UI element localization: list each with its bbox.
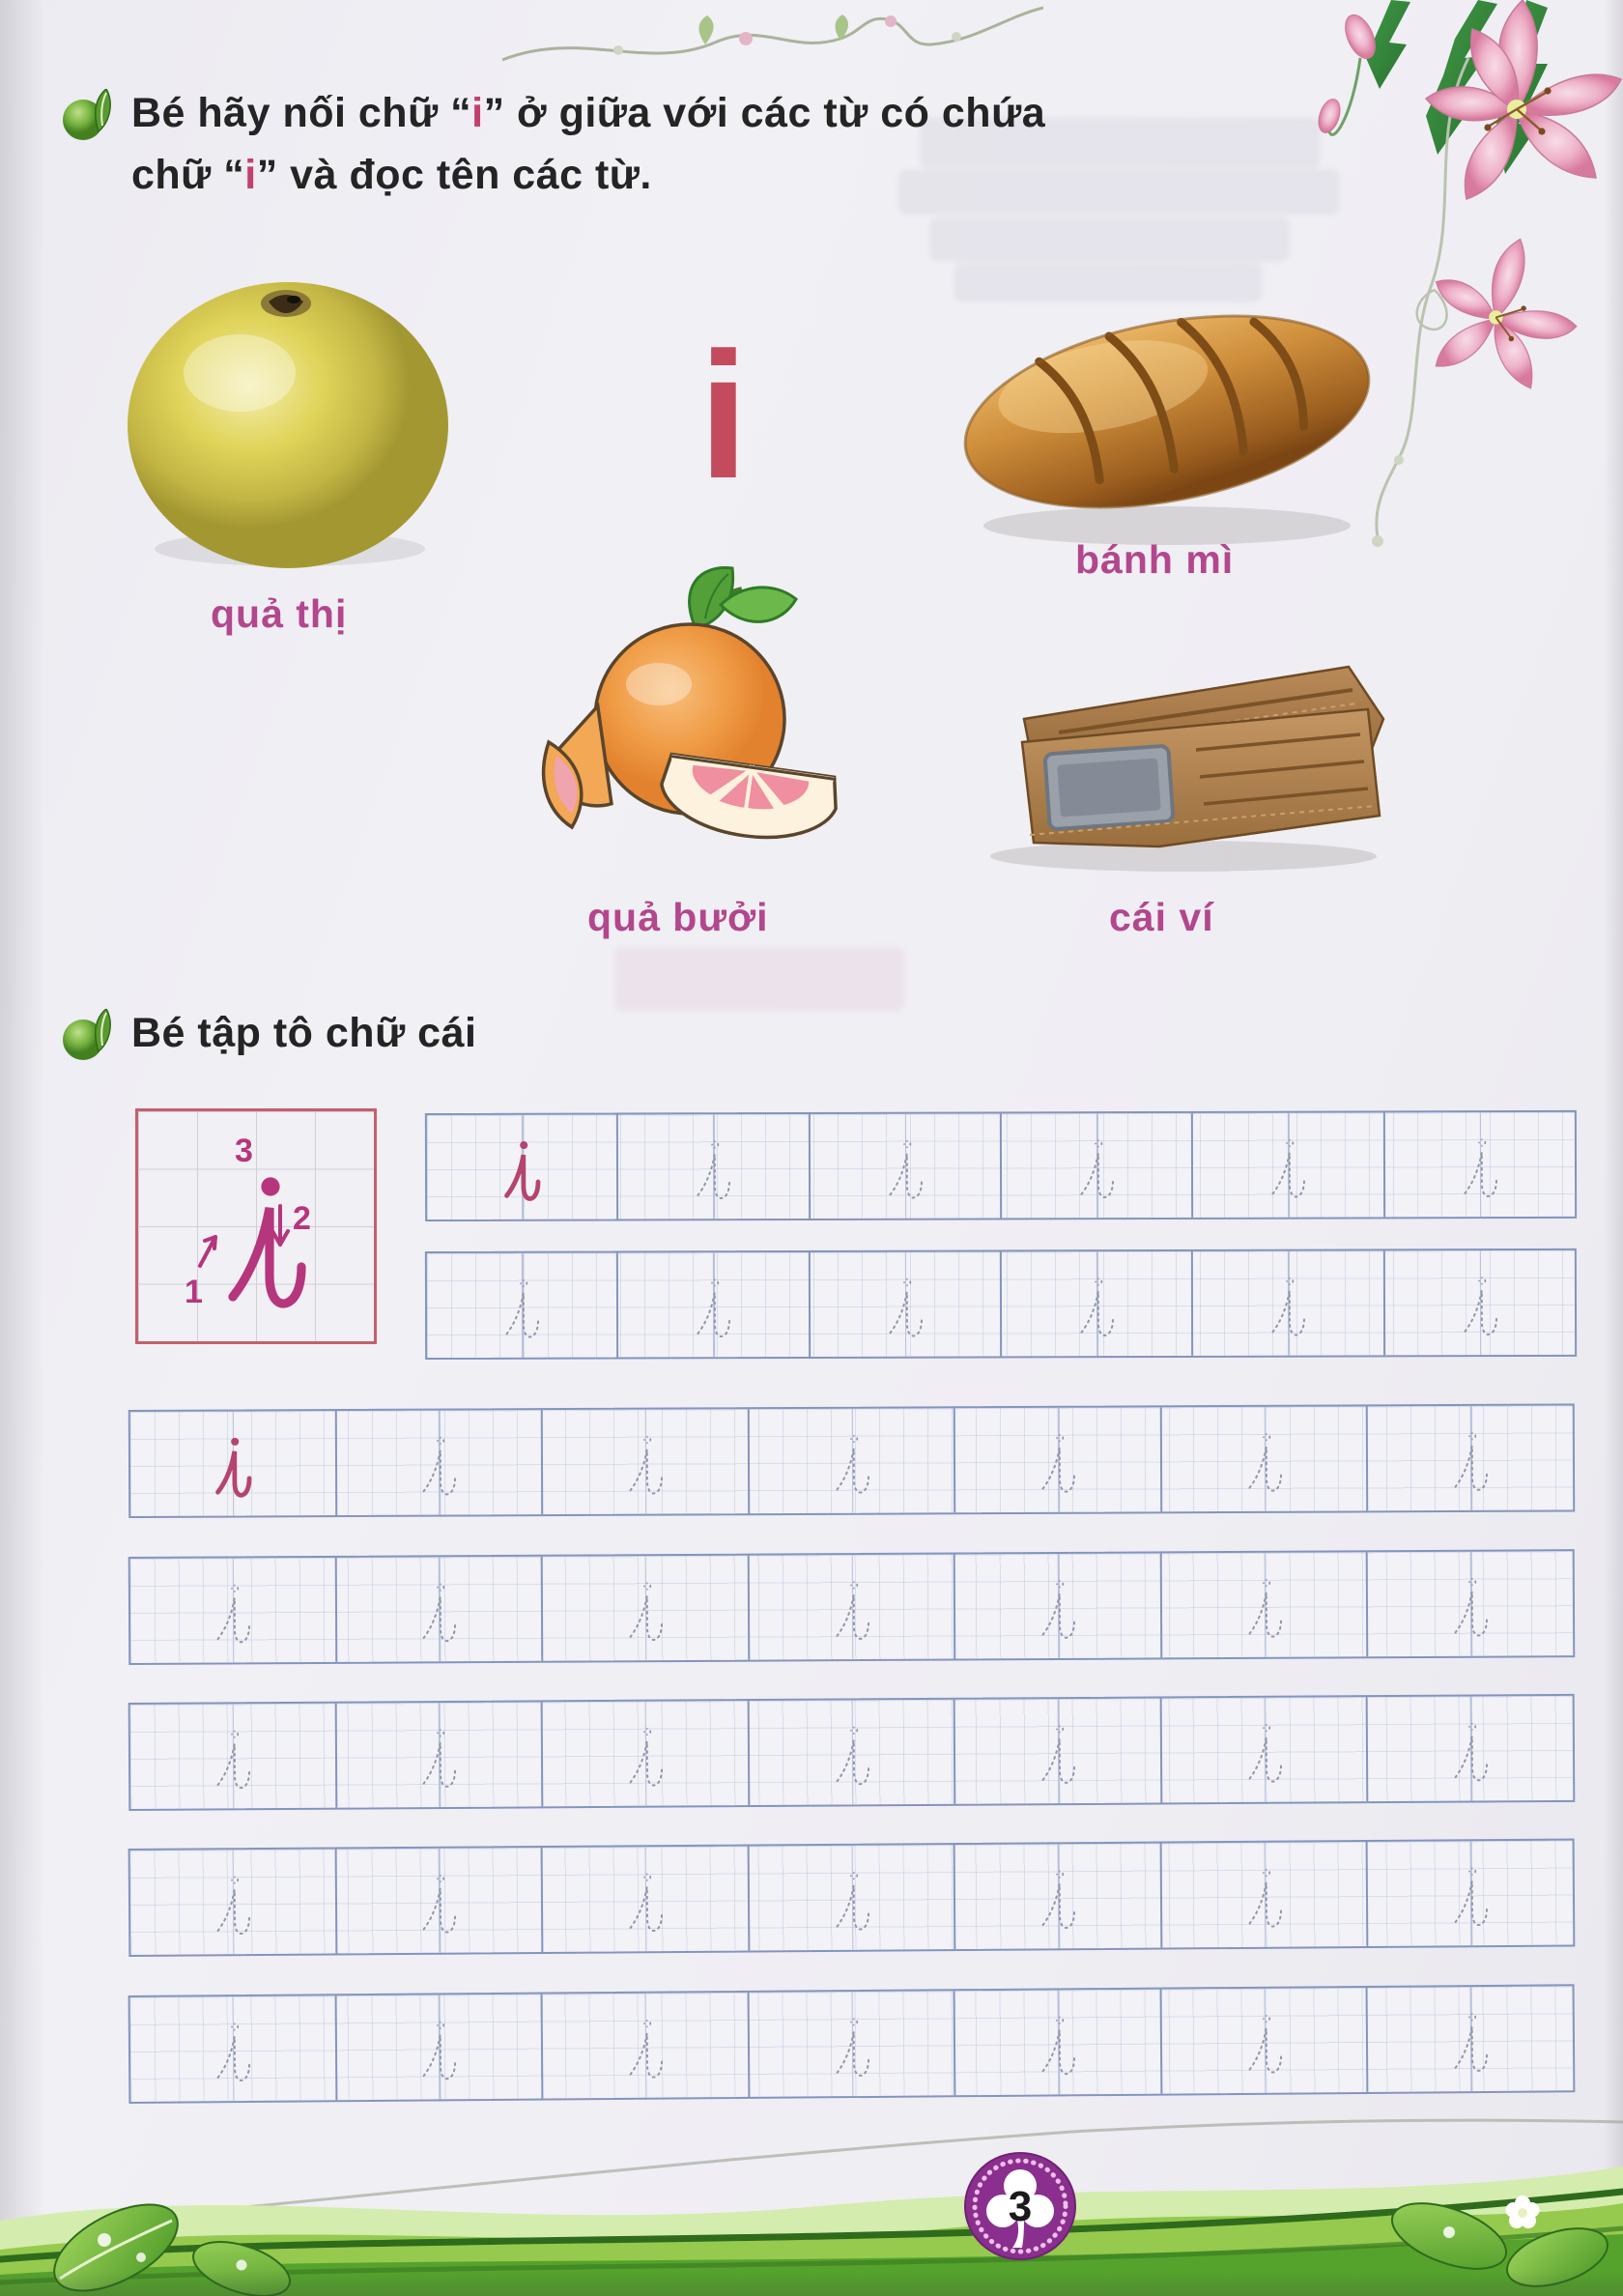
practice-cell [1002, 1113, 1194, 1219]
item-label-banh-mi: bánh mì [1075, 537, 1235, 582]
stroke-number-2: 2 [293, 1200, 311, 1237]
qua-thi-photo [114, 259, 462, 588]
practice-cell [543, 1993, 750, 2099]
cursive-i-glyph-dashed [417, 1725, 460, 1801]
practice-row [128, 1549, 1576, 1665]
cursive-i-glyph-dashed [1242, 1575, 1285, 1651]
practice-cell [130, 1411, 337, 1516]
cursive-i-glyph-dashed [624, 1869, 668, 1945]
cursive-i-glyph-dashed [212, 1580, 254, 1656]
stroke-number-1: 1 [185, 1274, 203, 1310]
practice-cell [336, 1702, 543, 1807]
footer-grass-decoration [0, 2112, 1623, 2296]
activity1-title [131, 83, 1045, 206]
page-edge-shadow-left [0, 0, 44, 2296]
practice-row [128, 1403, 1575, 1518]
cursive-i-stroke-diagram [219, 1167, 312, 1337]
cursive-i-glyph-dashed [1242, 2011, 1286, 2087]
practice-cell [618, 1114, 811, 1220]
practice-cell [749, 1845, 955, 1950]
practice-cell [1161, 1842, 1368, 1947]
center-letter-i: i [698, 316, 749, 516]
cursive-i-glyph-dashed [1243, 1429, 1286, 1506]
qua-buoi-illustration [489, 566, 875, 885]
cursive-i-glyph-dashed [1267, 1135, 1309, 1212]
cursive-i-glyph-dashed [884, 1275, 926, 1351]
page-number: 3 [1008, 2183, 1033, 2230]
practice-cell [130, 1849, 337, 1954]
cursive-i-glyph-dashed [1242, 1720, 1285, 1796]
cursive-i-glyph-dashed [1459, 1134, 1501, 1211]
title-text: Bé hãy nối chữ “ [131, 90, 472, 136]
cursive-i-glyph-dashed [1037, 2012, 1080, 2088]
cursive-i-glyph-dashed [884, 1136, 926, 1213]
cursive-i-glyph-dashed [830, 1868, 873, 1944]
practice-cell [1368, 1986, 1573, 2092]
cursive-i-glyph-solid [212, 1433, 254, 1509]
title-letter-i: i [244, 151, 257, 198]
cursive-i-glyph-dashed [212, 1726, 254, 1802]
practice-cell [1384, 1250, 1575, 1356]
title-text: ” và đọc tên các từ. [256, 151, 652, 198]
practice-cell [811, 1113, 1003, 1219]
practice-cell [1384, 1112, 1575, 1218]
practice-cell [543, 1847, 750, 1952]
practice-cell [749, 1991, 955, 2097]
cursive-i-glyph-dashed [830, 1722, 872, 1798]
title-letter-i: i [471, 90, 484, 136]
cursive-i-glyph-dashed [830, 1577, 872, 1653]
practice-cell [955, 1553, 1162, 1658]
practice-cell [955, 1990, 1162, 2096]
practice-cell [336, 1995, 543, 2101]
practice-cell [1368, 1696, 1573, 1801]
practice-row [425, 1248, 1577, 1360]
practice-cell [1162, 1406, 1369, 1511]
cursive-i-glyph-dashed [692, 1136, 734, 1213]
practice-cell [618, 1252, 811, 1358]
green-fruit-bullet-icon [60, 1009, 116, 1063]
cursive-i-glyph-dashed [212, 1872, 255, 1948]
cursive-i-glyph-dashed [830, 1431, 872, 1507]
practice-cell [749, 1700, 955, 1805]
cursive-i-glyph-dashed [624, 1432, 667, 1508]
cursive-i-glyph-dashed [1449, 1863, 1493, 1939]
cursive-i-glyph-dashed [692, 1275, 734, 1351]
practice-cell [130, 1558, 337, 1663]
item-label-cai-vi: cái ví [1109, 895, 1214, 939]
item-label-qua-buoi: quả bưởi [587, 895, 769, 939]
cursive-i-glyph-dashed [1037, 1721, 1079, 1797]
item-label-qua-thi: quả thị [211, 591, 348, 636]
cursive-i-glyph-dashed [500, 1276, 543, 1352]
cursive-i-glyph-dashed [1037, 1430, 1079, 1507]
practice-cell [1193, 1250, 1385, 1356]
practice-cell [130, 1704, 337, 1809]
cursive-i-glyph-dashed [624, 1724, 667, 1800]
practice-row [128, 1839, 1576, 1957]
practice-cell [1368, 1841, 1573, 1946]
practice-cell [543, 1556, 750, 1661]
cursive-i-glyph-dashed [830, 2014, 873, 2090]
cursive-i-glyph-dashed [1037, 1576, 1079, 1652]
cursive-i-glyph-dashed [1449, 1428, 1492, 1505]
practice-row [425, 1110, 1577, 1221]
bleed-through-artifact [929, 218, 1289, 261]
title-text: ” ở giữa với các từ có chứa [483, 90, 1046, 136]
cursive-i-glyph-dashed [624, 1578, 667, 1654]
practice-cell [1002, 1251, 1194, 1357]
activity1-heading [60, 83, 1219, 206]
practice-cell [1368, 1405, 1573, 1510]
page-edge-shadow-bottom [0, 2271, 1623, 2296]
green-fruit-bullet-icon [60, 89, 116, 143]
practice-cell [749, 1408, 955, 1513]
practice-cell [427, 1114, 619, 1220]
stroke-number-3: 3 [235, 1133, 253, 1169]
practice-cell [1162, 1697, 1369, 1802]
cursive-i-glyph-dashed [1449, 2009, 1493, 2085]
practice-cell [130, 1995, 337, 2102]
practice-cell [955, 1407, 1162, 1512]
practice-cell [1162, 1552, 1369, 1657]
cursive-i-glyph-dashed [1449, 1718, 1492, 1794]
practice-cell [811, 1251, 1003, 1357]
practice-cell [1161, 1988, 1368, 2094]
practice-cell [1368, 1551, 1573, 1656]
cursive-i-glyph-dashed [1037, 1866, 1080, 1942]
cursive-i-glyph-dashed [624, 2016, 668, 2092]
practice-cell [1193, 1112, 1385, 1218]
practice-cell [336, 1848, 543, 1953]
practice-cell [749, 1555, 955, 1660]
cursive-i-glyph-dashed [417, 1871, 461, 1947]
stroke-down-arrow-icon [270, 1202, 291, 1248]
cursive-i-glyph-dashed [1267, 1274, 1309, 1350]
activity2-title: Bé tập tô chữ cái [131, 1010, 477, 1056]
practice-cell [543, 1409, 750, 1514]
stroke-up-arrow-icon [192, 1225, 225, 1270]
activity2-heading [60, 1003, 929, 1065]
practice-cell [955, 1698, 1162, 1803]
page-number-badge [962, 2149, 1078, 2263]
cai-vi-photo [966, 626, 1401, 882]
cursive-i-glyph-dashed [1449, 1574, 1492, 1650]
practice-cell [427, 1252, 619, 1358]
bleed-through-artifact [614, 947, 904, 1011]
cursive-i-glyph-solid [500, 1137, 543, 1214]
practice-cell [336, 1557, 543, 1662]
cursive-i-glyph-dashed [1075, 1274, 1118, 1350]
cursive-i-glyph-dashed [212, 2019, 255, 2095]
practice-cell [336, 1410, 543, 1515]
cursive-i-glyph-dashed [417, 1433, 460, 1509]
practice-row [128, 1694, 1576, 1811]
cursive-i-glyph-dashed [417, 2017, 461, 2093]
cursive-i-glyph-dashed [1075, 1135, 1118, 1212]
cursive-i-glyph-dashed [1459, 1273, 1501, 1349]
stroke-order-box [135, 1108, 377, 1344]
practice-row [128, 1984, 1576, 2104]
vine-decoration [502, 0, 1043, 97]
banh-mi-photo [935, 267, 1399, 566]
practice-cell [543, 1701, 750, 1806]
cursive-i-glyph-dashed [1242, 1865, 1286, 1941]
title-text: chữ “ [131, 151, 245, 198]
cursive-i-glyph-dashed [417, 1579, 460, 1655]
practice-cell [955, 1844, 1162, 1949]
